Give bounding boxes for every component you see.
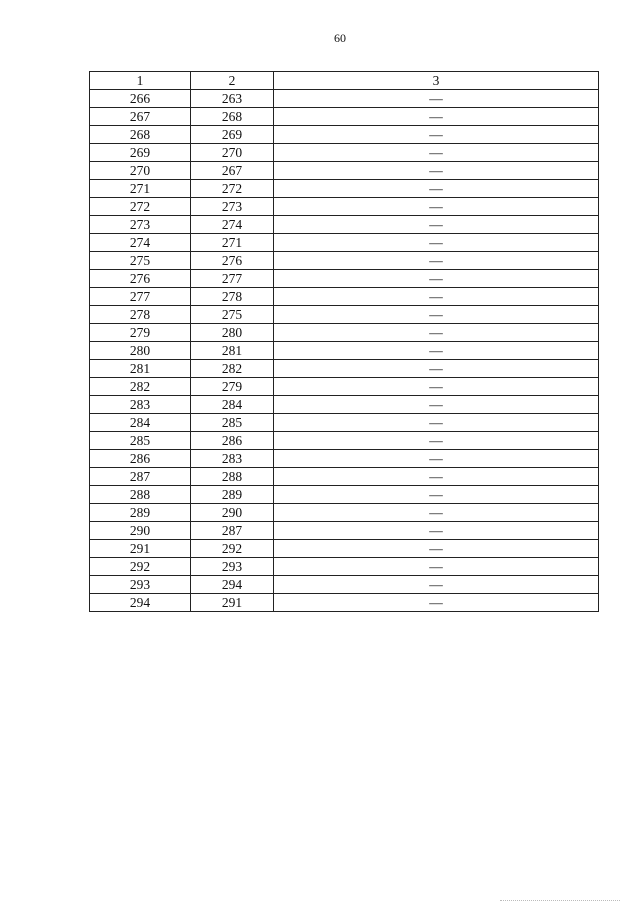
table-row [90, 558, 599, 576]
table-cell-col-3: — [274, 378, 599, 396]
table-cell-col-2: 285 [191, 414, 274, 432]
table-cell-col-3: — [274, 270, 599, 288]
table-cell-col-2: 276 [191, 252, 274, 270]
table-cell-col-3: — [274, 288, 599, 306]
table-row [90, 198, 599, 216]
table-cell-col-3: — [274, 396, 599, 414]
table-cell-col-1: 283 [90, 396, 191, 414]
table-row [90, 216, 599, 234]
table-cell-col-1: 287 [90, 468, 191, 486]
table-cell-col-1: 286 [90, 450, 191, 468]
table-cell-col-3: — [274, 216, 599, 234]
table-cell-col-2: 287 [191, 522, 274, 540]
table-cell-col-2: 294 [191, 576, 274, 594]
table-row [90, 144, 599, 162]
table-cell-col-1: 290 [90, 522, 191, 540]
table-cell-col-1: 285 [90, 432, 191, 450]
table-cell-col-2: 278 [191, 288, 274, 306]
table-row [90, 594, 599, 612]
table-cell-col-1: 289 [90, 504, 191, 522]
table-row [90, 378, 599, 396]
table-row [90, 504, 599, 522]
table-cell-col-2: 274 [191, 216, 274, 234]
table-cell-col-1: 281 [90, 360, 191, 378]
table-cell-col-1: 269 [90, 144, 191, 162]
table-cell-col-3: — [274, 162, 599, 180]
table-body [90, 90, 599, 612]
table-row [90, 108, 599, 126]
table-cell-col-2: 273 [191, 198, 274, 216]
table-cell-col-3: — [274, 108, 599, 126]
table-cell-col-2: 286 [191, 432, 274, 450]
table-cell-col-2: 277 [191, 270, 274, 288]
table-cell-col-2: 269 [191, 126, 274, 144]
table-row [90, 252, 599, 270]
table-cell-col-3: — [274, 306, 599, 324]
table-row [90, 396, 599, 414]
table-cell-col-3: — [274, 126, 599, 144]
table-cell-col-2: 281 [191, 342, 274, 360]
table-cell-col-1: 266 [90, 90, 191, 108]
table-cell-col-1: 292 [90, 558, 191, 576]
table-cell-col-3: — [274, 594, 599, 612]
table-cell-col-3: — [274, 414, 599, 432]
table-cell-col-3: — [274, 450, 599, 468]
table-row [90, 540, 599, 558]
table-cell-col-3: — [274, 504, 599, 522]
table-row [90, 126, 599, 144]
table-cell-col-1: 291 [90, 540, 191, 558]
table-row [90, 576, 599, 594]
table-cell-col-2: 283 [191, 450, 274, 468]
table-cell-col-1: 280 [90, 342, 191, 360]
column-header-2: 2 [191, 72, 274, 90]
table-cell-col-1: 282 [90, 378, 191, 396]
table-cell-col-2: 288 [191, 468, 274, 486]
table-cell-col-1: 275 [90, 252, 191, 270]
table-row [90, 486, 599, 504]
table-cell-col-2: 293 [191, 558, 274, 576]
table-cell-col-2: 280 [191, 324, 274, 342]
column-header-1: 1 [90, 72, 191, 90]
table-cell-col-3: — [274, 198, 599, 216]
table-cell-col-3: — [274, 144, 599, 162]
table-cell-col-3: — [274, 234, 599, 252]
table-cell-col-3: — [274, 558, 599, 576]
table-row [90, 432, 599, 450]
table-cell-col-2: 272 [191, 180, 274, 198]
table-cell-col-2: 268 [191, 108, 274, 126]
table-cell-col-1: 268 [90, 126, 191, 144]
table-cell-col-3: — [274, 360, 599, 378]
table-cell-col-2: 284 [191, 396, 274, 414]
table-cell-col-3: — [274, 468, 599, 486]
page-number: 60 [334, 31, 346, 45]
table-cell-col-1: 276 [90, 270, 191, 288]
table-cell-col-1: 288 [90, 486, 191, 504]
table-cell-col-2: 270 [191, 144, 274, 162]
table-cell-col-3: — [274, 540, 599, 558]
table-row [90, 288, 599, 306]
table-cell-col-1: 293 [90, 576, 191, 594]
table-cell-col-3: — [274, 486, 599, 504]
table-cell-col-3: — [274, 324, 599, 342]
table-cell-col-2: 291 [191, 594, 274, 612]
table-cell-col-2: 271 [191, 234, 274, 252]
column-header-3: 3 [274, 72, 599, 90]
table-row [90, 90, 599, 108]
table-cell-col-3: — [274, 90, 599, 108]
table-cell-col-3: — [274, 576, 599, 594]
table-cell-col-2: 279 [191, 378, 274, 396]
table-row [90, 522, 599, 540]
table-cell-col-3: — [274, 180, 599, 198]
table-cell-col-3: — [274, 522, 599, 540]
table-row [90, 342, 599, 360]
table-row [90, 324, 599, 342]
table-row [90, 360, 599, 378]
table-cell-col-2: 275 [191, 306, 274, 324]
table-cell-col-1: 271 [90, 180, 191, 198]
scan-artifact [500, 900, 620, 903]
table-cell-col-1: 274 [90, 234, 191, 252]
table-cell-col-1: 284 [90, 414, 191, 432]
table-cell-col-2: 267 [191, 162, 274, 180]
table-row [90, 468, 599, 486]
table-cell-col-1: 294 [90, 594, 191, 612]
table-cell-col-1: 270 [90, 162, 191, 180]
table-cell-col-2: 289 [191, 486, 274, 504]
table-cell-col-2: 263 [191, 90, 274, 108]
table-cell-col-3: — [274, 252, 599, 270]
table-cell-col-1: 273 [90, 216, 191, 234]
table-cell-col-1: 278 [90, 306, 191, 324]
table-row [90, 180, 599, 198]
table-cell-col-3: — [274, 342, 599, 360]
table-cell-col-2: 290 [191, 504, 274, 522]
table-row [90, 234, 599, 252]
table-row [90, 270, 599, 288]
table-row [90, 414, 599, 432]
table-cell-col-1: 279 [90, 324, 191, 342]
table-header-row [90, 72, 599, 90]
table-row [90, 450, 599, 468]
table-row [90, 162, 599, 180]
table-cell-col-2: 282 [191, 360, 274, 378]
data-table [89, 71, 599, 612]
table-cell-col-2: 292 [191, 540, 274, 558]
table-cell-col-3: — [274, 432, 599, 450]
table-row [90, 306, 599, 324]
table-cell-col-1: 267 [90, 108, 191, 126]
table-cell-col-1: 272 [90, 198, 191, 216]
table-cell-col-1: 277 [90, 288, 191, 306]
